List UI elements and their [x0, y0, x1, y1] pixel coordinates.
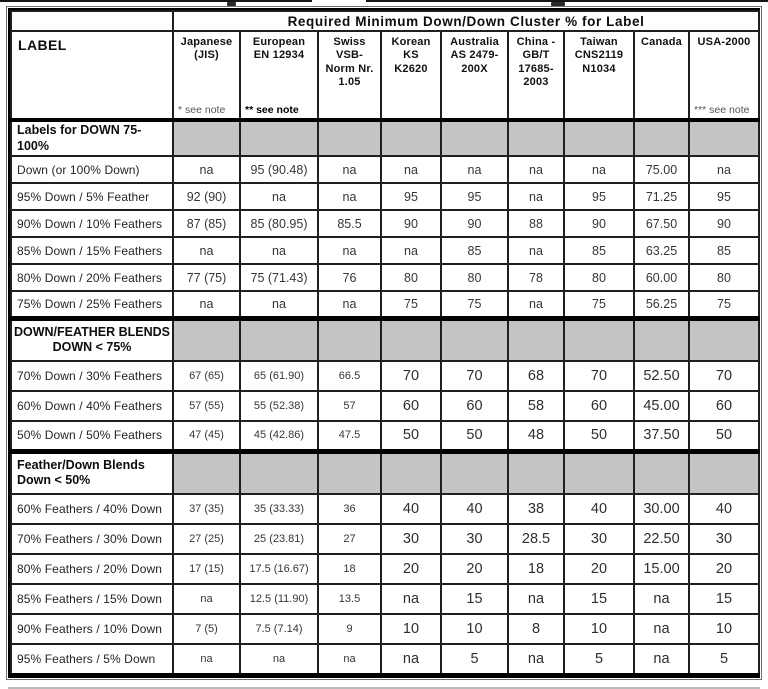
- value-cell: 75: [564, 291, 634, 318]
- value-cell: 15: [689, 584, 759, 614]
- value-cell: 20: [381, 554, 441, 584]
- section-fill-cell: [240, 120, 318, 156]
- value-cell: 40: [381, 494, 441, 524]
- value-cell: na: [173, 291, 240, 318]
- column-header-cell: [441, 31, 508, 120]
- standard-name-line: Korean: [391, 36, 431, 48]
- value-cell: na: [173, 237, 240, 264]
- value-cell: 37 (35): [173, 494, 240, 524]
- value-cell: 90: [689, 210, 759, 237]
- standard-name-line: Taiwan: [580, 36, 618, 48]
- value-cell: 27 (25): [173, 524, 240, 554]
- value-cell: 30: [381, 524, 441, 554]
- value-cell: 60: [381, 391, 441, 421]
- standard-name: [511, 36, 561, 90]
- value-cell: 70: [381, 361, 441, 391]
- table-title: Required Minimum Down/Down Cluster % for Label: [173, 11, 759, 31]
- row-label-cell: 95% Down / 5% Feather: [11, 183, 173, 210]
- see-note-reference: ** see note: [245, 104, 299, 116]
- value-cell: 45.00: [634, 391, 689, 421]
- value-cell: na: [689, 156, 759, 183]
- value-cell: na: [441, 156, 508, 183]
- value-cell: 37.50: [634, 421, 689, 451]
- value-cell: 13.5: [318, 584, 381, 614]
- standard-name-line: K2620: [394, 62, 428, 75]
- section-fill-cell: [381, 451, 441, 494]
- table-row: [11, 614, 759, 644]
- value-cell: na: [564, 156, 634, 183]
- value-cell: 75 (71.43): [240, 264, 318, 291]
- value-cell: na: [318, 183, 381, 210]
- table-row: [11, 210, 759, 237]
- table-row: [11, 524, 759, 554]
- row-label-cell: 95% Feathers / 5% Down: [11, 644, 173, 674]
- standard-name-line: Japanese: [180, 36, 233, 48]
- column-header-content: [442, 32, 507, 118]
- value-cell: 95: [441, 183, 508, 210]
- standard-name: [321, 36, 378, 90]
- standard-name-line: USA-2000: [697, 36, 751, 48]
- standard-name-line: GB/T: [522, 49, 550, 62]
- row-label-cell: 80% Down / 20% Feathers: [11, 264, 173, 291]
- section-fill-cell: [318, 451, 381, 494]
- section-title-cell: [11, 318, 173, 361]
- value-cell: 80: [564, 264, 634, 291]
- row-label-cell: 90% Down / 10% Feathers: [11, 210, 173, 237]
- standard-name-line: 17685-: [518, 62, 554, 75]
- section-fill-cell: [173, 318, 240, 361]
- section-fill-cell: [564, 318, 634, 361]
- section-header-row: [11, 318, 759, 361]
- standard-name-line: KS: [403, 49, 419, 62]
- value-cell: 15: [441, 584, 508, 614]
- value-cell: na: [173, 156, 240, 183]
- value-cell: 25 (23.81): [240, 524, 318, 554]
- value-cell: 20: [441, 554, 508, 584]
- value-cell: 70: [441, 361, 508, 391]
- value-cell: 9: [318, 614, 381, 644]
- section-fill-cell: [689, 120, 759, 156]
- value-cell: 50: [689, 421, 759, 451]
- value-cell: na: [381, 156, 441, 183]
- value-cell: 10: [564, 614, 634, 644]
- value-cell: 90: [381, 210, 441, 237]
- standard-name-line: 2003: [523, 76, 549, 89]
- section-title-line: Labels for DOWN 75-100%: [17, 122, 142, 153]
- table-row: [11, 391, 759, 421]
- value-cell: 95: [381, 183, 441, 210]
- value-cell: 36: [318, 494, 381, 524]
- value-cell: na: [240, 644, 318, 674]
- value-cell: 47.5: [318, 421, 381, 451]
- value-cell: 95 (90.48): [240, 156, 318, 183]
- value-cell: 57: [318, 391, 381, 421]
- section-fill-cell: [441, 318, 508, 361]
- column-header-content: [565, 32, 633, 118]
- section-fill-cell: [441, 120, 508, 156]
- value-cell: 76: [318, 264, 381, 291]
- column-header-cell: [318, 31, 381, 120]
- column-header-cell: [240, 31, 318, 120]
- value-cell: 7.5 (7.14): [240, 614, 318, 644]
- standard-name-line: EN 12934: [253, 49, 305, 62]
- value-cell: 38: [508, 494, 564, 524]
- standard-name: [567, 36, 631, 76]
- standard-name-line: AS 2479-: [450, 49, 499, 62]
- value-cell: 60.00: [634, 264, 689, 291]
- value-cell: 8: [508, 614, 564, 644]
- value-cell: 10: [689, 614, 759, 644]
- table-inner-border: [8, 8, 760, 678]
- value-cell: 75: [381, 291, 441, 318]
- row-label-cell: 85% Down / 15% Feathers: [11, 237, 173, 264]
- value-cell: 15.00: [634, 554, 689, 584]
- column-header-content: [635, 32, 688, 118]
- standard-name-line: Canada: [641, 36, 682, 48]
- section-fill-cell: [689, 451, 759, 494]
- value-cell: 18: [508, 554, 564, 584]
- value-cell: na: [240, 183, 318, 210]
- value-cell: na: [508, 644, 564, 674]
- value-cell: na: [240, 237, 318, 264]
- row-label-cell: 90% Feathers / 10% Down: [11, 614, 173, 644]
- value-cell: 17 (15): [173, 554, 240, 584]
- value-cell: 18: [318, 554, 381, 584]
- section-fill-cell: [441, 451, 508, 494]
- down-cluster-requirements-table: [10, 10, 760, 676]
- value-cell: 60: [689, 391, 759, 421]
- section-title-line: DOWN/FEATHER BLENDS: [13, 324, 170, 339]
- value-cell: 5: [441, 644, 508, 674]
- value-cell: 95: [564, 183, 634, 210]
- value-cell: na: [508, 237, 564, 264]
- value-cell: 85.5: [318, 210, 381, 237]
- value-cell: na: [381, 584, 441, 614]
- section-header-row: [11, 120, 759, 156]
- standard-name: [384, 36, 438, 76]
- value-cell: 65 (61.90): [240, 361, 318, 391]
- standard-name-line: (JIS): [194, 49, 219, 62]
- value-cell: na: [173, 644, 240, 674]
- value-cell: 48: [508, 421, 564, 451]
- value-cell: 67.50: [634, 210, 689, 237]
- value-cell: 85: [564, 237, 634, 264]
- column-header-cell: [564, 31, 634, 120]
- value-cell: 7 (5): [173, 614, 240, 644]
- column-header-cell: [634, 31, 689, 120]
- value-cell: 55 (52.38): [240, 391, 318, 421]
- column-header-content: [241, 32, 317, 118]
- value-cell: 75: [689, 291, 759, 318]
- value-cell: 67 (65): [173, 361, 240, 391]
- see-note-reference: *** see note: [694, 104, 750, 116]
- standard-name: [444, 36, 505, 76]
- section-fill-cell: [564, 451, 634, 494]
- row-label-cell: 50% Down / 50% Feathers: [11, 421, 173, 451]
- value-cell: 35 (33.33): [240, 494, 318, 524]
- value-cell: 70: [564, 361, 634, 391]
- column-header-content: [690, 32, 758, 118]
- row-label-cell: 70% Feathers / 30% Down: [11, 524, 173, 554]
- value-cell: na: [381, 237, 441, 264]
- standard-name-line: Australia: [450, 36, 499, 48]
- table-row: [11, 644, 759, 674]
- column-header-content: [319, 32, 380, 118]
- value-cell: 70: [689, 361, 759, 391]
- section-fill-cell: [318, 318, 381, 361]
- section-fill-cell: [381, 120, 441, 156]
- column-header-row: [11, 31, 759, 120]
- section-header-row: [11, 451, 759, 494]
- section-fill-cell: [634, 120, 689, 156]
- see-note-reference: * see note: [178, 104, 226, 116]
- value-cell: na: [318, 156, 381, 183]
- value-cell: 80: [441, 264, 508, 291]
- column-header-cell: [173, 31, 240, 120]
- table-row: [11, 554, 759, 584]
- value-cell: 10: [381, 614, 441, 644]
- section-fill-cell: [564, 120, 634, 156]
- value-cell: 5: [689, 644, 759, 674]
- section-fill-cell: [318, 120, 381, 156]
- value-cell: 17.5 (16.67): [240, 554, 318, 584]
- column-header-cell: [689, 31, 759, 120]
- section-fill-cell: [508, 451, 564, 494]
- value-cell: 10: [441, 614, 508, 644]
- table-row: [11, 156, 759, 183]
- value-cell: 60: [441, 391, 508, 421]
- value-cell: na: [634, 644, 689, 674]
- section-title-line: Down < 50%: [17, 473, 91, 488]
- fragment-line: [0, 0, 312, 2]
- standard-name-line: VSB-: [335, 49, 364, 62]
- value-cell: 20: [564, 554, 634, 584]
- value-cell: 56.25: [634, 291, 689, 318]
- row-label-cell: 75% Down / 25% Feathers: [11, 291, 173, 318]
- section-fill-cell: [689, 318, 759, 361]
- label-column-header: LABEL: [11, 31, 173, 120]
- value-cell: 90: [564, 210, 634, 237]
- table-row: [11, 291, 759, 318]
- row-label-cell: Down (or 100% Down): [11, 156, 173, 183]
- row-label-cell: 85% Feathers / 15% Down: [11, 584, 173, 614]
- standard-name-line: Norm Nr.: [325, 62, 374, 75]
- value-cell: 40: [441, 494, 508, 524]
- value-cell: 12.5 (11.90): [240, 584, 318, 614]
- value-cell: 58: [508, 391, 564, 421]
- value-cell: na: [508, 584, 564, 614]
- value-cell: 22.50: [634, 524, 689, 554]
- standard-name-line: CNS2119: [574, 49, 624, 62]
- value-cell: 77 (75): [173, 264, 240, 291]
- value-cell: 71.25: [634, 183, 689, 210]
- standard-name-line: European: [252, 36, 306, 48]
- value-cell: 45 (42.86): [240, 421, 318, 451]
- value-cell: 88: [508, 210, 564, 237]
- fragment-line: [366, 0, 768, 2]
- standard-name-line: 1.05: [338, 76, 361, 89]
- value-cell: 50: [381, 421, 441, 451]
- column-header-cell: [508, 31, 564, 120]
- value-cell: 68: [508, 361, 564, 391]
- value-cell: 80: [689, 264, 759, 291]
- table-row: [11, 584, 759, 614]
- section-fill-cell: [634, 451, 689, 494]
- value-cell: 95: [689, 183, 759, 210]
- value-cell: 30: [441, 524, 508, 554]
- standard-name: [243, 36, 315, 63]
- value-cell: 27: [318, 524, 381, 554]
- row-label-cell: 60% Down / 40% Feathers: [11, 391, 173, 421]
- value-cell: na: [634, 584, 689, 614]
- value-cell: 47 (45): [173, 421, 240, 451]
- section-fill-cell: [240, 318, 318, 361]
- value-cell: 30: [564, 524, 634, 554]
- table-row: [11, 361, 759, 391]
- value-cell: 85 (80.95): [240, 210, 318, 237]
- value-cell: na: [318, 644, 381, 674]
- value-cell: na: [318, 237, 381, 264]
- standard-name-line: N1034: [582, 62, 616, 75]
- value-cell: na: [634, 614, 689, 644]
- value-cell: 75: [441, 291, 508, 318]
- value-cell: 87 (85): [173, 210, 240, 237]
- value-cell: 85: [441, 237, 508, 264]
- table-row: [11, 237, 759, 264]
- column-header-content: [174, 32, 239, 118]
- value-cell: 40: [689, 494, 759, 524]
- value-cell: 75.00: [634, 156, 689, 183]
- section-fill-cell: [173, 120, 240, 156]
- value-cell: na: [508, 183, 564, 210]
- section-fill-cell: [508, 120, 564, 156]
- section-fill-cell: [173, 451, 240, 494]
- section-fill-cell: [240, 451, 318, 494]
- value-cell: 28.5: [508, 524, 564, 554]
- table-title-row: [11, 11, 759, 31]
- standard-name-line: 200X: [461, 62, 488, 75]
- row-label-cell: 80% Feathers / 20% Down: [11, 554, 173, 584]
- value-cell: na: [508, 291, 564, 318]
- value-cell: 50: [441, 421, 508, 451]
- standard-name-line: China -: [516, 36, 556, 48]
- section-fill-cell: [508, 318, 564, 361]
- column-header-content: [382, 32, 440, 118]
- standard-name-line: Swiss: [333, 36, 366, 48]
- section-title-cell: [11, 120, 173, 156]
- section-title-line: DOWN < 75%: [52, 340, 132, 355]
- value-cell: 90: [441, 210, 508, 237]
- value-cell: 5: [564, 644, 634, 674]
- value-cell: 30: [689, 524, 759, 554]
- table-outer-border: [6, 6, 762, 680]
- table-row: [11, 421, 759, 451]
- table-row: [11, 183, 759, 210]
- value-cell: 30.00: [634, 494, 689, 524]
- value-cell: 66.5: [318, 361, 381, 391]
- section-fill-cell: [634, 318, 689, 361]
- table-row: [11, 494, 759, 524]
- column-header-cell: [381, 31, 441, 120]
- value-cell: na: [173, 584, 240, 614]
- section-title-line: Feather/Down Blends: [17, 457, 145, 472]
- row-label-cell: 60% Feathers / 40% Down: [11, 494, 173, 524]
- standard-name: [176, 36, 237, 63]
- value-cell: 85: [689, 237, 759, 264]
- column-header-content: [509, 32, 563, 118]
- value-cell: 40: [564, 494, 634, 524]
- table-row: [11, 264, 759, 291]
- standard-name: [637, 36, 686, 49]
- value-cell: 92 (90): [173, 183, 240, 210]
- section-title-cell: [11, 451, 173, 494]
- value-cell: na: [508, 156, 564, 183]
- value-cell: na: [240, 291, 318, 318]
- value-cell: 57 (55): [173, 391, 240, 421]
- blank-corner-cell: [11, 11, 173, 31]
- value-cell: 52.50: [634, 361, 689, 391]
- row-label-cell: 70% Down / 30% Feathers: [11, 361, 173, 391]
- value-cell: 63.25: [634, 237, 689, 264]
- standard-name: [692, 36, 756, 49]
- value-cell: na: [318, 291, 381, 318]
- value-cell: 50: [564, 421, 634, 451]
- value-cell: 15: [564, 584, 634, 614]
- section-fill-cell: [381, 318, 441, 361]
- value-cell: na: [381, 644, 441, 674]
- value-cell: 78: [508, 264, 564, 291]
- value-cell: 80: [381, 264, 441, 291]
- value-cell: 20: [689, 554, 759, 584]
- value-cell: 60: [564, 391, 634, 421]
